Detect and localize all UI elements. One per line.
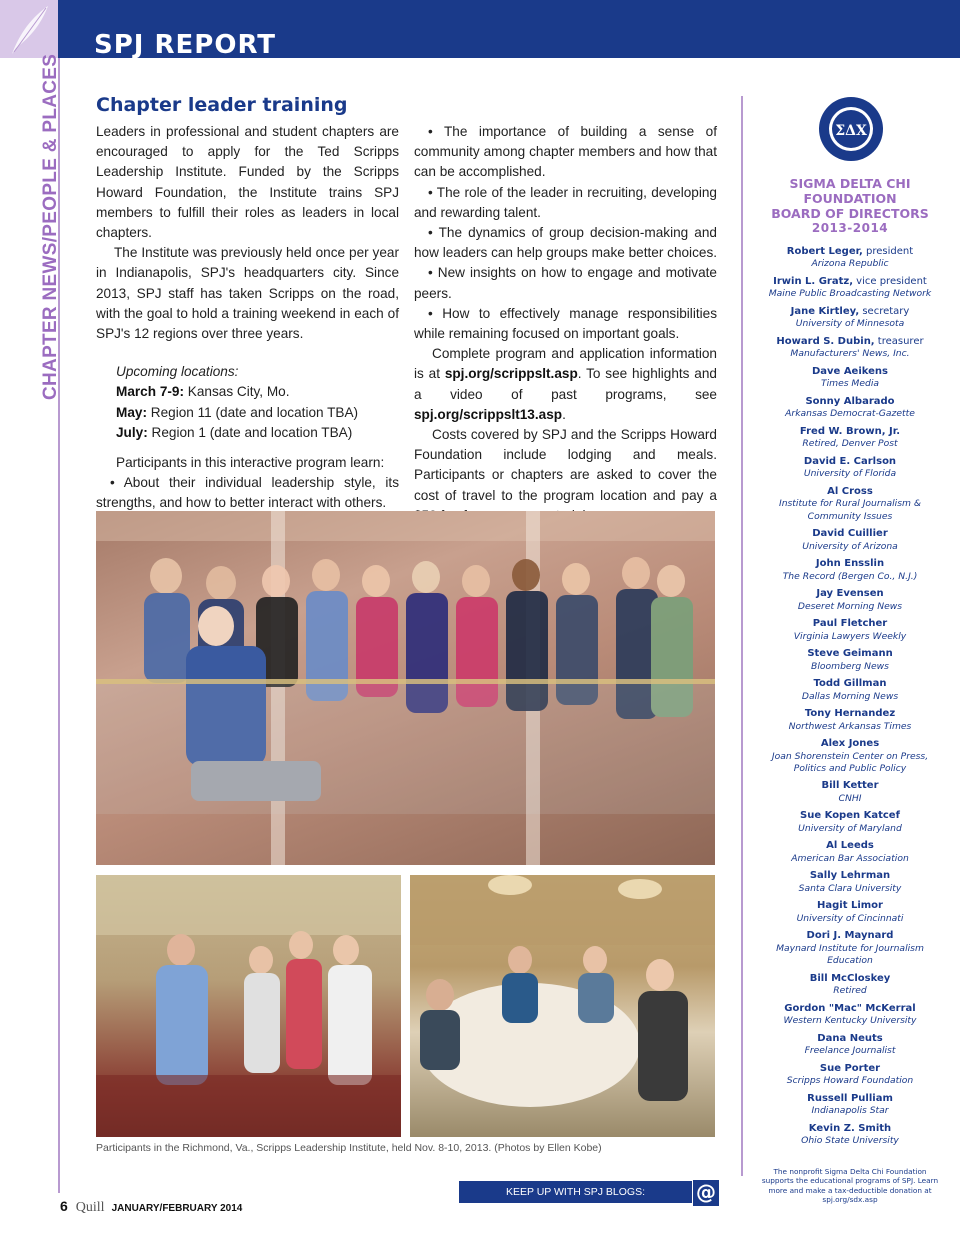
board-member-affiliation: Bloomberg News — [811, 660, 889, 672]
board-member-name: Howard S. Dubin, treasurer — [776, 336, 924, 347]
board-member-affiliation: Retired — [833, 985, 867, 997]
article-column-1 — [96, 122, 399, 514]
bullet-item: • How to effectively manage responsibilities while remaining focused on important goals. — [414, 305, 717, 342]
board-member-name: Alex Jones — [820, 738, 880, 750]
board-member — [760, 738, 940, 775]
board-member-name: Bill Ketter — [821, 780, 879, 792]
learn-intro: Participants in this interactive program learn: — [116, 455, 385, 471]
board-member-name: Dana Neuts — [817, 1032, 883, 1044]
board-member-affiliation: Times Media — [820, 378, 880, 390]
board-member-affiliation: Freelance Journalist — [804, 1045, 896, 1057]
board-member — [760, 870, 940, 895]
foundation-board-heading: SIGMA DELTA CHI FOUNDATION BOARD OF DIRECTORS 2013-2014 — [760, 176, 940, 236]
board-member-name: Al Cross — [827, 486, 873, 497]
board-member — [760, 973, 940, 998]
board-member-name: Fred W. Brown, Jr. — [799, 426, 901, 437]
board-member — [760, 588, 940, 613]
foundation-note: The nonprofit Sigma Delta Chi Foundation supports the educational programs of SPJ. Learn more and make a tax-deductible donation at spj.org/sdx.asp — [761, 1167, 939, 1205]
board-member-affiliation: Virginia Lawyers Weekly — [793, 630, 907, 642]
board-member-name: Sue Porter — [819, 1062, 881, 1074]
article-paragraph: Leaders in professional and student chapters are encouraged to apply for the Ted Scripps Leadership Institute. Funded by the Scripps Howard Foundation, the Institute trains SPJ members to fulfill their roles as leaders in local chapters. — [96, 124, 399, 241]
blogs-banner-link[interactable]: KEEP UP WITH SPJ BLOGS: BLOGS.SPJNETWORK.ORG — [459, 1181, 692, 1203]
board-member-affiliation: Maine Public Broadcasting Network — [768, 288, 932, 300]
board-member-name: Bill McCloskey — [809, 972, 891, 984]
board-member-name: Steve Geimann — [807, 648, 893, 660]
board-member — [760, 528, 940, 553]
board-member-name: David E. Carlson — [803, 456, 897, 467]
board-member — [760, 1003, 940, 1028]
board-member-name: Sally Lehrman — [809, 870, 891, 882]
board-member-name: Sonny Albarado — [805, 396, 895, 407]
program-info-paragraph: Complete program and application information is at spj.org/scrippslt.asp. To see highlights and a video of past programs, see spj.org/scrippslt13.asp. — [414, 346, 717, 422]
board-years: 2013-2014 — [811, 221, 889, 235]
bullet-item: • New insights on how to engage and motivate peers. — [414, 265, 717, 301]
board-member-affiliation: CNHI — [838, 792, 862, 804]
board-member-name: Tony Hernandez — [804, 708, 896, 720]
board-member-affiliation: University of Arizona — [802, 540, 898, 552]
board-member — [760, 1033, 940, 1058]
locations-heading: Upcoming locations: — [116, 364, 239, 380]
svg-text:ΣΔΧ: ΣΔΧ — [835, 123, 867, 139]
at-sign-icon: @ — [692, 1179, 720, 1207]
location-item — [116, 382, 399, 402]
board-member-name: John Ensslin — [815, 558, 885, 570]
board-member-affiliation: Ohio State University — [801, 1135, 899, 1147]
board-member-affiliation: Scripps Howard Foundation — [786, 1075, 914, 1087]
board-member-name: Gordon "Mac" McKerral — [784, 1002, 916, 1014]
board-member-affiliation: Institute for Rural Journalism & Community Issues — [778, 498, 922, 522]
magazine-name: Quill — [75, 1200, 105, 1215]
board-member — [760, 1093, 940, 1118]
board-member — [760, 246, 940, 271]
board-member-role: vice president — [853, 276, 927, 287]
board-member-name: Dave Aeikens — [811, 366, 888, 377]
board-member-name: Russell Pulliam — [807, 1092, 893, 1104]
board-member-role: treasurer — [874, 336, 924, 347]
board-member — [760, 930, 940, 967]
board-member — [760, 336, 940, 361]
board-member — [760, 780, 940, 805]
board-member-name: Hagit Limor — [817, 900, 883, 912]
board-member-affiliation: University of Maryland — [798, 822, 902, 834]
photo-caption: Participants in the Richmond, Va., Scripps Leadership Institute, held Nov. 8-10, 2013. (Photos by Ellen Kobe) — [96, 1142, 602, 1154]
sigma-delta-chi-seal-icon — [818, 96, 884, 162]
board-member — [760, 810, 940, 835]
board-member — [760, 1063, 940, 1088]
feather-icon — [6, 2, 52, 56]
board-member-role: secretary — [859, 306, 910, 317]
board-member-role: president — [862, 246, 914, 257]
board-member — [760, 840, 940, 865]
board-member-affiliation: Maynard Institute for Journalism Education — [776, 942, 924, 967]
board-member-affiliation: Arkansas Democrat-Gazette — [785, 408, 915, 420]
bullet-item: • About their individual leadership style, its strengths, and how to better interact with others. — [96, 475, 399, 511]
location-place: Region 1 (date and location TBA) — [151, 424, 353, 440]
board-member — [760, 708, 940, 733]
location-place: Region 11 (date and location TBA) — [150, 404, 359, 420]
bullet-item: • The role of the leader in recruiting, developing and rewarding talent. — [414, 184, 717, 220]
quill-feather-logo — [0, 0, 58, 58]
board-member-affiliation: University of Florida — [803, 468, 897, 480]
board-member-affiliation: University of Cincinnati — [796, 912, 904, 924]
board-member — [760, 426, 940, 451]
board-member — [760, 558, 940, 583]
board-member-affiliation: Northwest Arkansas Times — [788, 720, 912, 732]
location-date: May: — [116, 404, 147, 420]
program-link[interactable]: spj.org/scrippslt.asp — [444, 366, 578, 382]
board-member — [760, 678, 940, 703]
location-item — [116, 403, 399, 423]
article-title: Chapter leader training — [96, 94, 348, 116]
board-member-name: Dori J. Maynard — [806, 930, 894, 942]
board-member-name: David Cuillier — [812, 528, 888, 540]
board-member — [760, 276, 940, 301]
location-date: March 7-9: — [116, 384, 184, 400]
group-photo — [96, 511, 715, 865]
board-member-affiliation: Joan Shorenstein Center on Press, Politics and Public Policy — [771, 750, 929, 774]
board-member — [760, 900, 940, 925]
board-member-affiliation: Western Kentucky University — [783, 1015, 917, 1027]
board-member-affiliation: University of Minnesota — [795, 318, 905, 330]
sidebar-divider — [741, 96, 743, 1176]
board-member — [760, 648, 940, 673]
bullet-item: • The importance of building a sense of community among chapter members and how that can be accomplished. — [414, 124, 717, 180]
board-member-name: Sue Kopen Katcef — [800, 810, 900, 822]
board-member-affiliation: Manufacturers' News, Inc. — [790, 348, 910, 360]
board-member-affiliation: Santa Clara University — [798, 882, 902, 894]
page-footer — [60, 1198, 242, 1216]
board-member-name: Al Leeds — [826, 840, 874, 852]
section-title: SPJ REPORT — [94, 30, 277, 60]
board-member — [760, 306, 940, 331]
article-paragraph: The Institute was previously held once per year in Indianapolis, SPJ's headquarters city. Since 2013, SPJ staff has taken Scripps on the road, with the goal to hold a training weekend in each of SPJ's 12 regions over three years. — [96, 245, 399, 342]
board-member-name: Jane Kirtley, secretary — [790, 306, 910, 317]
board-members-list — [760, 246, 940, 1153]
board-member-affiliation: Retired, Denver Post — [802, 438, 898, 450]
board-member — [760, 396, 940, 421]
section-side-label: CHAPTER NEWS/PEOPLE & PLACES — [40, 53, 61, 400]
board-member-name: Jay Evensen — [816, 588, 884, 600]
location-date: July: — [116, 424, 148, 440]
board-member — [760, 366, 940, 391]
board-member-name: Irwin L. Gratz, vice president — [773, 276, 927, 287]
board-member-name: Paul Fletcher — [812, 618, 888, 630]
handshake-photo — [96, 875, 401, 1137]
board-member-name: Kevin Z. Smith — [808, 1122, 892, 1134]
board-member-affiliation: The Record (Bergen Co., N.J.) — [782, 570, 918, 582]
costs-paragraph: Costs covered by SPJ and the Scripps Howard Foundation include lodging and meals. Participants or chapters are asked to cover the cost of travel to the program location and pay a — [414, 427, 717, 503]
board-member-affiliation: Arizona Republic — [811, 258, 889, 270]
board-member-affiliation: American Bar Association — [791, 852, 909, 864]
location-item — [116, 423, 399, 443]
location-place: Kansas City, Mo. — [187, 384, 290, 400]
board-member — [760, 1123, 940, 1148]
board-member — [760, 486, 940, 523]
board-member-affiliation: Indianapolis Star — [811, 1105, 889, 1117]
article-column-2 — [414, 122, 717, 526]
page-number: 6 — [60, 1198, 68, 1214]
board-member — [760, 618, 940, 643]
board-member-affiliation: Deseret Morning News — [797, 600, 903, 612]
board-member-name: Robert Leger, president — [786, 246, 914, 257]
past-programs-link[interactable]: spj.org/scrippslt13.asp — [414, 406, 563, 422]
roundtable-photo — [410, 875, 715, 1137]
board-member-affiliation: Dallas Morning News — [801, 690, 899, 702]
bullet-item: • The dynamics of group decision-making and how leaders can help groups make better choices. — [414, 225, 718, 261]
board-member-name: Todd Gillman — [813, 678, 887, 690]
board-member — [760, 456, 940, 481]
issue-date: JANUARY/FEBRUARY 2014 — [111, 1203, 243, 1214]
